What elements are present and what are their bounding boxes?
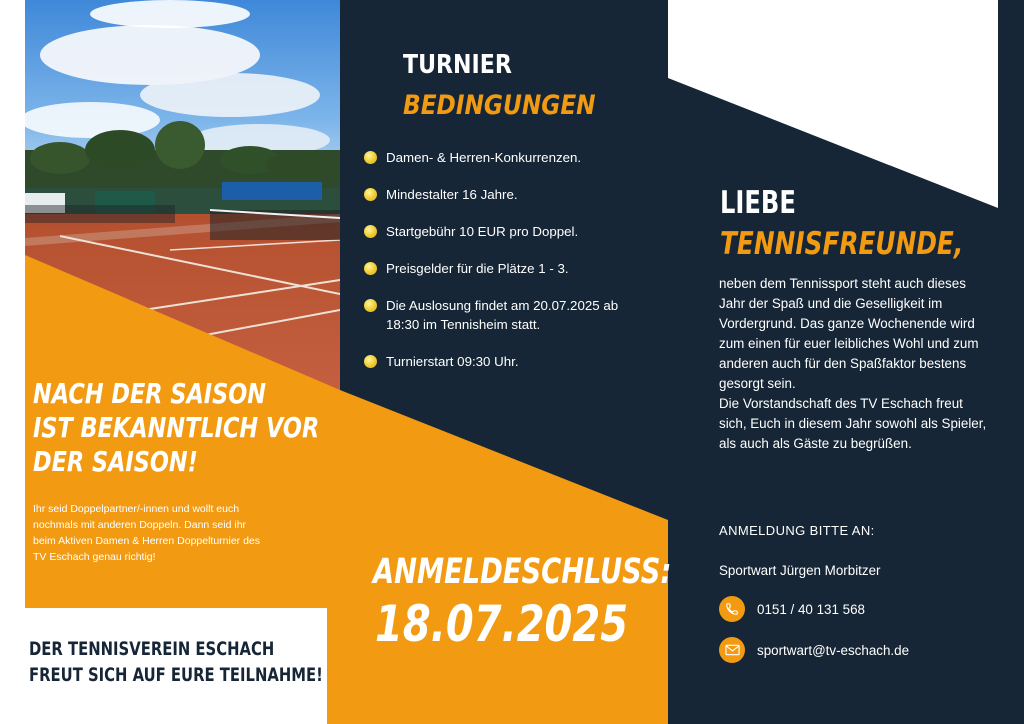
condition-item: Damen- & Herren-Konkurrenzen. <box>364 148 664 167</box>
deadline-date: 18.07.2025 <box>375 595 629 653</box>
phone-number[interactable]: 0151 / 40 131 568 <box>757 601 865 617</box>
welcome-paragraph: Die Vorstandschaft des TV Eschach freut sich, Euch in diesem Jahr sowohl als Spieler, als auch als Gäste zu begrüßen. <box>719 396 987 451</box>
condition-item: Mindestalter 16 Jahre. <box>364 185 664 204</box>
season-headline-line: DER SAISON! <box>33 445 198 478</box>
phone-row <box>719 596 865 622</box>
condition-item: Preisgelder für die Plätze 1 - 3. <box>364 259 664 278</box>
condition-item: Turnierstart 09:30 Uhr. <box>364 352 664 371</box>
season-text: Ihr seid Doppelpartner/-innen und wollt euch nochmals mit anderen Doppeln. Dann seid ihr beim Aktiven Damen & Herren Doppelturnier des TV Eschach genau richtig! <box>33 503 261 563</box>
condition-item: Die Auslosung findet am 20.07.2025 ab 18:30 im Tennisheim statt. <box>364 296 651 334</box>
tennis-ball-icon <box>364 188 377 201</box>
season-headline-line: IST BEKANNTLICH VOR <box>33 411 320 444</box>
tennis-ball-icon <box>364 355 377 368</box>
mail-icon <box>719 637 745 663</box>
contact-name: Sportwart Jürgen Morbitzer <box>719 563 881 578</box>
email-address[interactable]: sportwart@tv-eschach.de <box>757 642 910 658</box>
welcome-title-line1: LIEBE <box>720 185 796 221</box>
conditions-list <box>364 148 664 371</box>
deadline-label: ANMELDESCHLUSS: <box>373 552 672 592</box>
tennis-ball-icon <box>364 225 377 238</box>
welcome-text <box>719 274 991 454</box>
registration-heading: ANMELDUNG BITTE AN: <box>719 523 875 538</box>
closing-message <box>29 636 406 688</box>
welcome-title-line2: TENNISFREUNDE, <box>720 226 964 262</box>
season-headline-line: NACH DER SAISON <box>33 377 267 410</box>
tournament-title-line2: BEDINGUNGEN <box>403 90 596 121</box>
closing-line: FREUT SICH AUF EURE TEILNAHME! <box>29 664 323 686</box>
tennis-ball-icon <box>364 151 377 164</box>
tennis-ball-icon <box>364 299 377 312</box>
season-headline <box>33 377 391 479</box>
tournament-title-line1: TURNIER <box>403 50 512 80</box>
welcome-paragraph: neben dem Tennissport steht auch dieses Jahr der Spaß und die Geselligkeit im Vordergrund. Das ganze Wochenende wird zum einen für euer leibliches Wohl und zum anderen auch für den Spaßfaktor bestens gesorgt sein. <box>719 276 979 391</box>
tennis-ball-icon <box>364 262 377 275</box>
email-row <box>719 637 909 663</box>
condition-item: Startgebühr 10 EUR pro Doppel. <box>364 222 664 241</box>
phone-icon <box>719 596 745 622</box>
closing-line: DER TENNISVEREIN ESCHACH <box>29 638 275 660</box>
